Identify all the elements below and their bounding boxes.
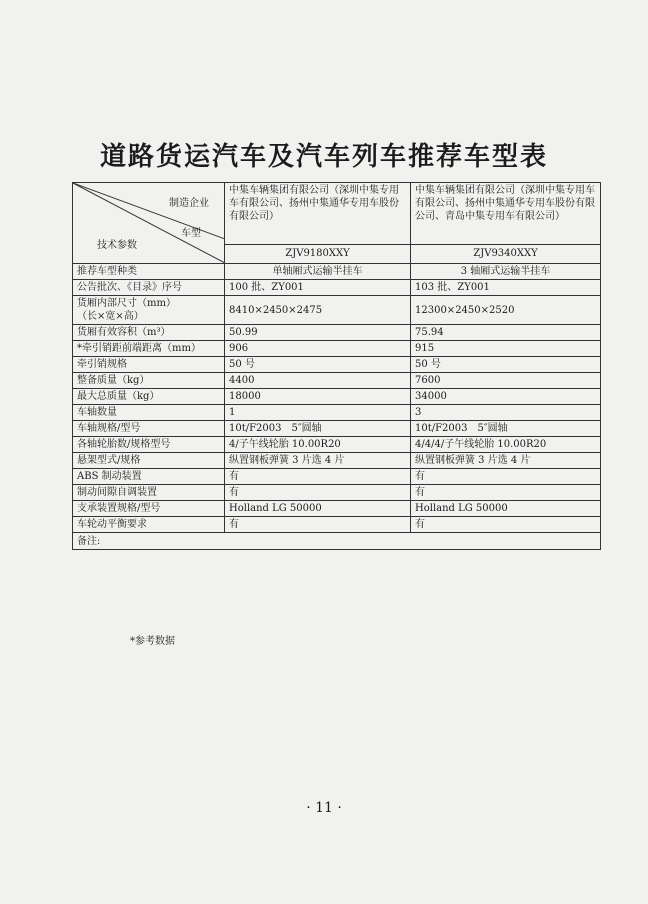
row-value-2: 有 <box>411 517 601 533</box>
row-value-2: 34000 <box>411 389 601 405</box>
row-value-1: 单轴厢式运输半挂车 <box>225 264 411 280</box>
row-label: 车轮动平衡要求 <box>73 517 225 533</box>
row-value-2: 3 <box>411 405 601 421</box>
model-label: 车型 <box>181 228 201 239</box>
row-value-2: 10t/F2003 5″圆轴 <box>411 421 601 437</box>
row-value-1: 10t/F2003 5″圆轴 <box>225 421 411 437</box>
row-value-2: 12300×2450×2520 <box>411 296 601 325</box>
table-row <box>73 501 601 517</box>
table-row <box>73 421 601 437</box>
manufacturer-2: 中集车辆集团有限公司（深圳中集专用车有限公司、扬州中集通华专用车股份有限公司、青岛中集专用车有限公司） <box>411 183 601 245</box>
row-label: 货厢内部尺寸（mm） （长×宽×高） <box>73 296 225 325</box>
manufacturer-1: 中集车辆集团有限公司（深圳中集专用车有限公司、扬州中集通华专用车股份有限公司） <box>225 183 411 245</box>
row-label: ABS 制动装置 <box>73 469 225 485</box>
table-row <box>73 264 601 280</box>
row-label: 牵引销规格 <box>73 357 225 373</box>
row-value-2: 纵置钢板弹簧 3 片选 4 片 <box>411 453 601 469</box>
row-value-1: 906 <box>225 341 411 357</box>
row-label: 车轴数量 <box>73 405 225 421</box>
row-value-1: 100 批、ZY001 <box>225 280 411 296</box>
table-row <box>73 469 601 485</box>
model-2: ZJV9340XXY <box>411 244 601 263</box>
row-value-2: 4/4/4/子午线轮胎 10.00R20 <box>411 437 601 453</box>
table-row <box>73 325 601 341</box>
row-label: 各轴轮胎数/规格型号 <box>73 437 225 453</box>
row-value-1: 50.99 <box>225 325 411 341</box>
remarks-row <box>73 533 601 550</box>
table-row <box>73 405 601 421</box>
header-diagonal-cell <box>73 183 225 264</box>
row-value-2: 50 号 <box>411 357 601 373</box>
row-label: 整备质量（kg） <box>73 373 225 389</box>
table-row <box>73 341 601 357</box>
row-value-1: Holland LG 50000 <box>225 501 411 517</box>
table-row <box>73 296 601 325</box>
table-row <box>73 437 601 453</box>
row-value-2: 7600 <box>411 373 601 389</box>
row-value-2: 915 <box>411 341 601 357</box>
reference-note: *参考数据 <box>130 636 175 647</box>
row-label: 制动间隙自调装置 <box>73 485 225 501</box>
table-row <box>73 389 601 405</box>
spec-table <box>72 182 601 550</box>
table-row <box>73 280 601 296</box>
row-label: 货厢有效容积（m³） <box>73 325 225 341</box>
row-value-1: 有 <box>225 485 411 501</box>
row-value-1: 1 <box>225 405 411 421</box>
manufacturer-label: 制造企业 <box>169 198 209 209</box>
table-row <box>73 453 601 469</box>
row-value-1: 18000 <box>225 389 411 405</box>
model-1: ZJV9180XXY <box>225 244 411 263</box>
row-value-2: 有 <box>411 469 601 485</box>
table-row <box>73 373 601 389</box>
row-value-2: 有 <box>411 485 601 501</box>
row-value-2: 75.94 <box>411 325 601 341</box>
row-value-1: 纵置钢板弹簧 3 片选 4 片 <box>225 453 411 469</box>
row-label: 支承装置规格/型号 <box>73 501 225 517</box>
table-row <box>73 517 601 533</box>
page-number: · 11 · <box>306 800 342 816</box>
row-label: *牵引销距前端距离（mm） <box>73 341 225 357</box>
row-label: 车轴规格/型号 <box>73 421 225 437</box>
row-label: 最大总质量（kg） <box>73 389 225 405</box>
remarks-label: 备注: <box>73 533 601 550</box>
row-value-2: 3 轴厢式运输半挂车 <box>411 264 601 280</box>
row-value-1: 8410×2450×2475 <box>225 296 411 325</box>
diagonal-lines <box>73 183 225 263</box>
row-label: 悬架型式/规格 <box>73 453 225 469</box>
row-value-1: 有 <box>225 517 411 533</box>
row-value-1: 4/子午线轮胎 10.00R20 <box>225 437 411 453</box>
page-title: 道路货运汽车及汽车列车推荐车型表 <box>99 142 548 172</box>
row-value-1: 有 <box>225 469 411 485</box>
table-row <box>73 485 601 501</box>
table-row <box>73 357 601 373</box>
row-value-1: 4400 <box>225 373 411 389</box>
row-value-1: 50 号 <box>225 357 411 373</box>
row-label: 公告批次、《目录》序号 <box>73 280 225 296</box>
row-value-2: 103 批、ZY001 <box>411 280 601 296</box>
params-label: 技术参数 <box>97 240 137 251</box>
row-label: 推荐车型种类 <box>73 264 225 280</box>
row-value-2: Holland LG 50000 <box>411 501 601 517</box>
